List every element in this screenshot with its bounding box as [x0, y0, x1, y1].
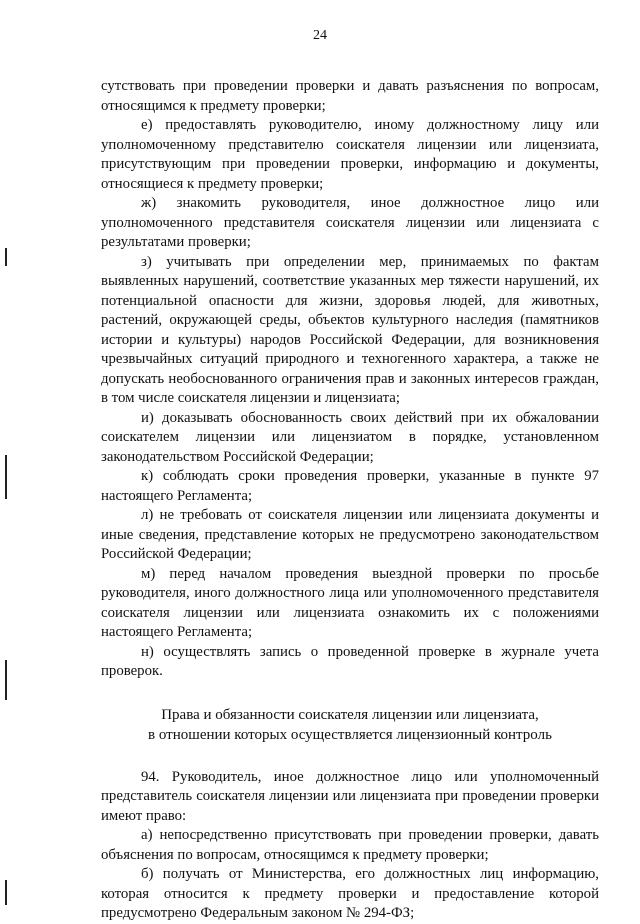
paragraph: л) не требовать от соискателя лицензии или лицензиата документы и иные сведения, представление которых не предусмотрено законодательством Российской Федерации;	[101, 507, 599, 562]
paragraph: е) предоставлять руководителю, иному должностному лицу или уполномоченному представителю соискателя лицензии или лицензиата, присутствующим при проведении проверки, информацию и документы, относящиеся к предмету проверки;	[101, 117, 599, 192]
heading-line-1: Права и обязанности соискателя лицензии или лицензиата,	[161, 706, 539, 723]
paragraph: сутствовать при проведении проверки и давать разъяснения по вопросам, относящимся к предмету проверки;	[101, 78, 599, 114]
heading-line-2: в отношении которых осуществляется лицензионный контроль	[148, 726, 552, 743]
paragraph: к) соблюдать сроки проведения проверки, указанные в пункте 97 настоящего Регламента;	[101, 468, 599, 504]
paragraph: н) осуществлять запись о проведенной проверке в журнале учета проверок.	[101, 643, 599, 679]
top-paragraphs	[101, 77, 599, 682]
document-body	[101, 77, 599, 924]
paragraph: а) непосредственно присутствовать при проведении проверки, давать объяснения по вопросам, относящимся к предмету проверки;	[101, 827, 599, 863]
paragraph: и) доказывать обоснованность своих действий при их обжаловании соискателем лицензии или лицензиатом в порядке, установленном законодательством Российской Федерации;	[101, 409, 599, 465]
page-number: 24	[313, 28, 327, 43]
paragraph: 94. Руководитель, иное должностное лицо или уполномоченный представитель соискателя лицензии или лицензиата при проведении проверки имеют право:	[101, 768, 599, 824]
paragraph: б) получать от Министерства, его должностных лиц информацию, которая относится к предмету проверки и предоставление которой предусмотрено Федеральным законом № 294-ФЗ;	[101, 866, 599, 921]
scan-mark	[5, 880, 7, 905]
paragraph: м) перед началом проведения выездной проверки по просьбе руководителя, иного должностного лица или уполномоченного представителя соискателя лицензии или лицензиата ознакомить их с положениями настоящего Регламента;	[101, 565, 599, 640]
paragraph: з) учитывать при определении мер, принимаемых по фактам выявленных нарушений, соответствие указанных мер тяжести нарушений, их потенциальной опасности для жизни, здоровья людей, для животных, растений, окружающей среды, объектов культурного наследия (памятников истории и культуры) народов Российской Федерации, для возникновения чрезвычайных ситуаций природного и техногенного характера, а также не допускать необоснованного ограничения прав и законных интересов граждан, в том числе соискателя лицензии и лицензиата;	[101, 253, 599, 406]
paragraph: ж) знакомить руководителя, иное должностное лицо или уполномоченного представителя соискателя лицензии или лицензиата с результатами проверки;	[101, 195, 599, 250]
bottom-paragraphs	[101, 768, 599, 924]
scan-mark	[5, 248, 7, 266]
scan-mark	[5, 455, 7, 499]
scan-mark	[5, 660, 7, 700]
section-heading	[101, 705, 599, 745]
